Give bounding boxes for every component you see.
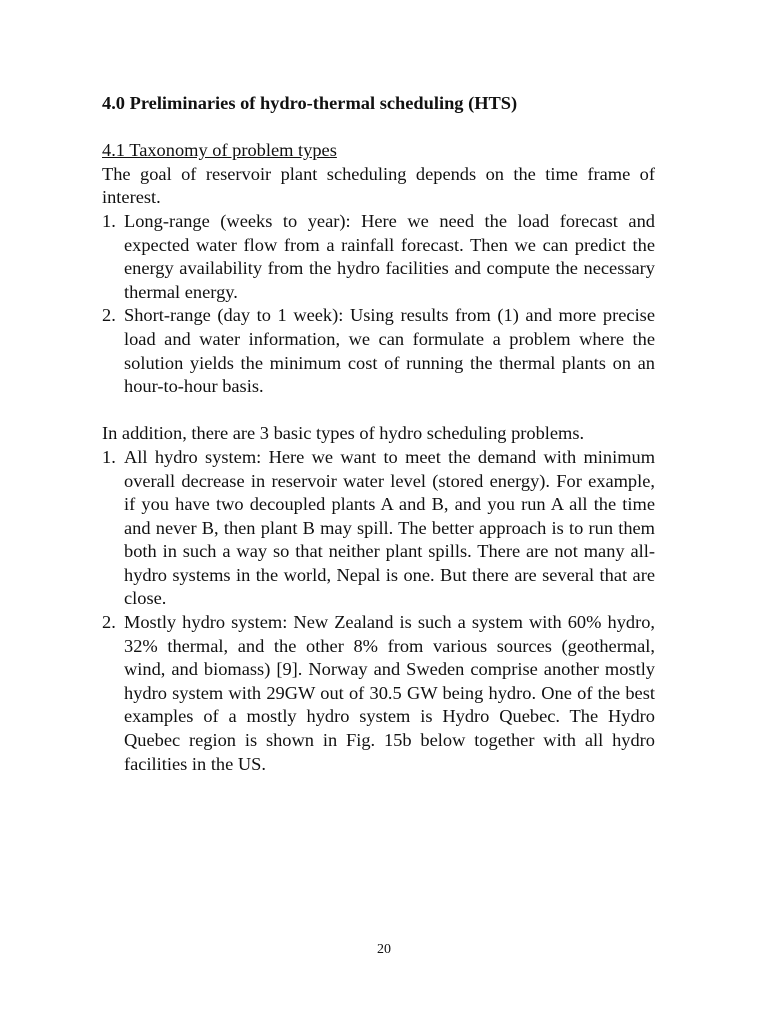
list-number: 1. <box>102 210 116 231</box>
list-number: 2. <box>102 612 116 633</box>
types-list <box>102 446 655 776</box>
paragraph-gap <box>102 399 655 423</box>
list-item-text: Short-range (day to 1 week): Using results from (1) and more precise load and water information, we can formulate a problem where the solution yields the minimum cost of running the thermal plants on an hour-to-hour basis. <box>124 305 655 397</box>
page-content <box>102 92 655 776</box>
list-item <box>102 304 655 398</box>
section-heading: 4.0 Preliminaries of hydro-thermal scheduling (HTS) <box>102 93 518 113</box>
range-list <box>102 210 655 399</box>
types-intro-paragraph: In addition, there are 3 basic types of hydro scheduling problems. <box>102 423 585 444</box>
list-item-text: All hydro system: Here we want to meet the demand with minimum overall decrease in reservoir water level (stored energy). For example, if you have two decoupled plants A and B, and you run A all the time and never B, then plant B may spill. The better approach is to run them both in such a way so that neither plant spills. There are not many all-hydro systems in the world, Nepal is one. But there are several that are close. <box>124 446 655 609</box>
list-item <box>102 611 655 776</box>
list-number: 1. <box>102 446 116 467</box>
list-item <box>102 446 655 611</box>
list-item <box>102 210 655 304</box>
list-item-text: Mostly hydro system: New Zealand is such a system with 60% hydro, 32% thermal, and the other 8% from various sources (geothermal, wind, and biomass) [9]. Norway and Sweden comprise another mostly hydro system with 29GW out of 30.5 GW being hydro. One of the best examples of a mostly hydro system is Hydro Quebec. The Hydro Quebec region is shown in Fig. 15b below together with all hydro facilities in the US. <box>124 612 655 774</box>
intro-paragraph: The goal of reservoir plant scheduling depends on the time frame of interest. <box>102 163 655 208</box>
subsection-heading: 4.1 Taxonomy of problem types <box>102 140 337 161</box>
list-item-text: Long-range (weeks to year): Here we need the load forecast and expected water flow from a rainfall forecast. Then we can predict the energy availability from the hydro facilities and compute the necessary thermal energy. <box>124 210 655 302</box>
list-number: 2. <box>102 305 116 326</box>
page-number: 20 <box>377 942 391 957</box>
